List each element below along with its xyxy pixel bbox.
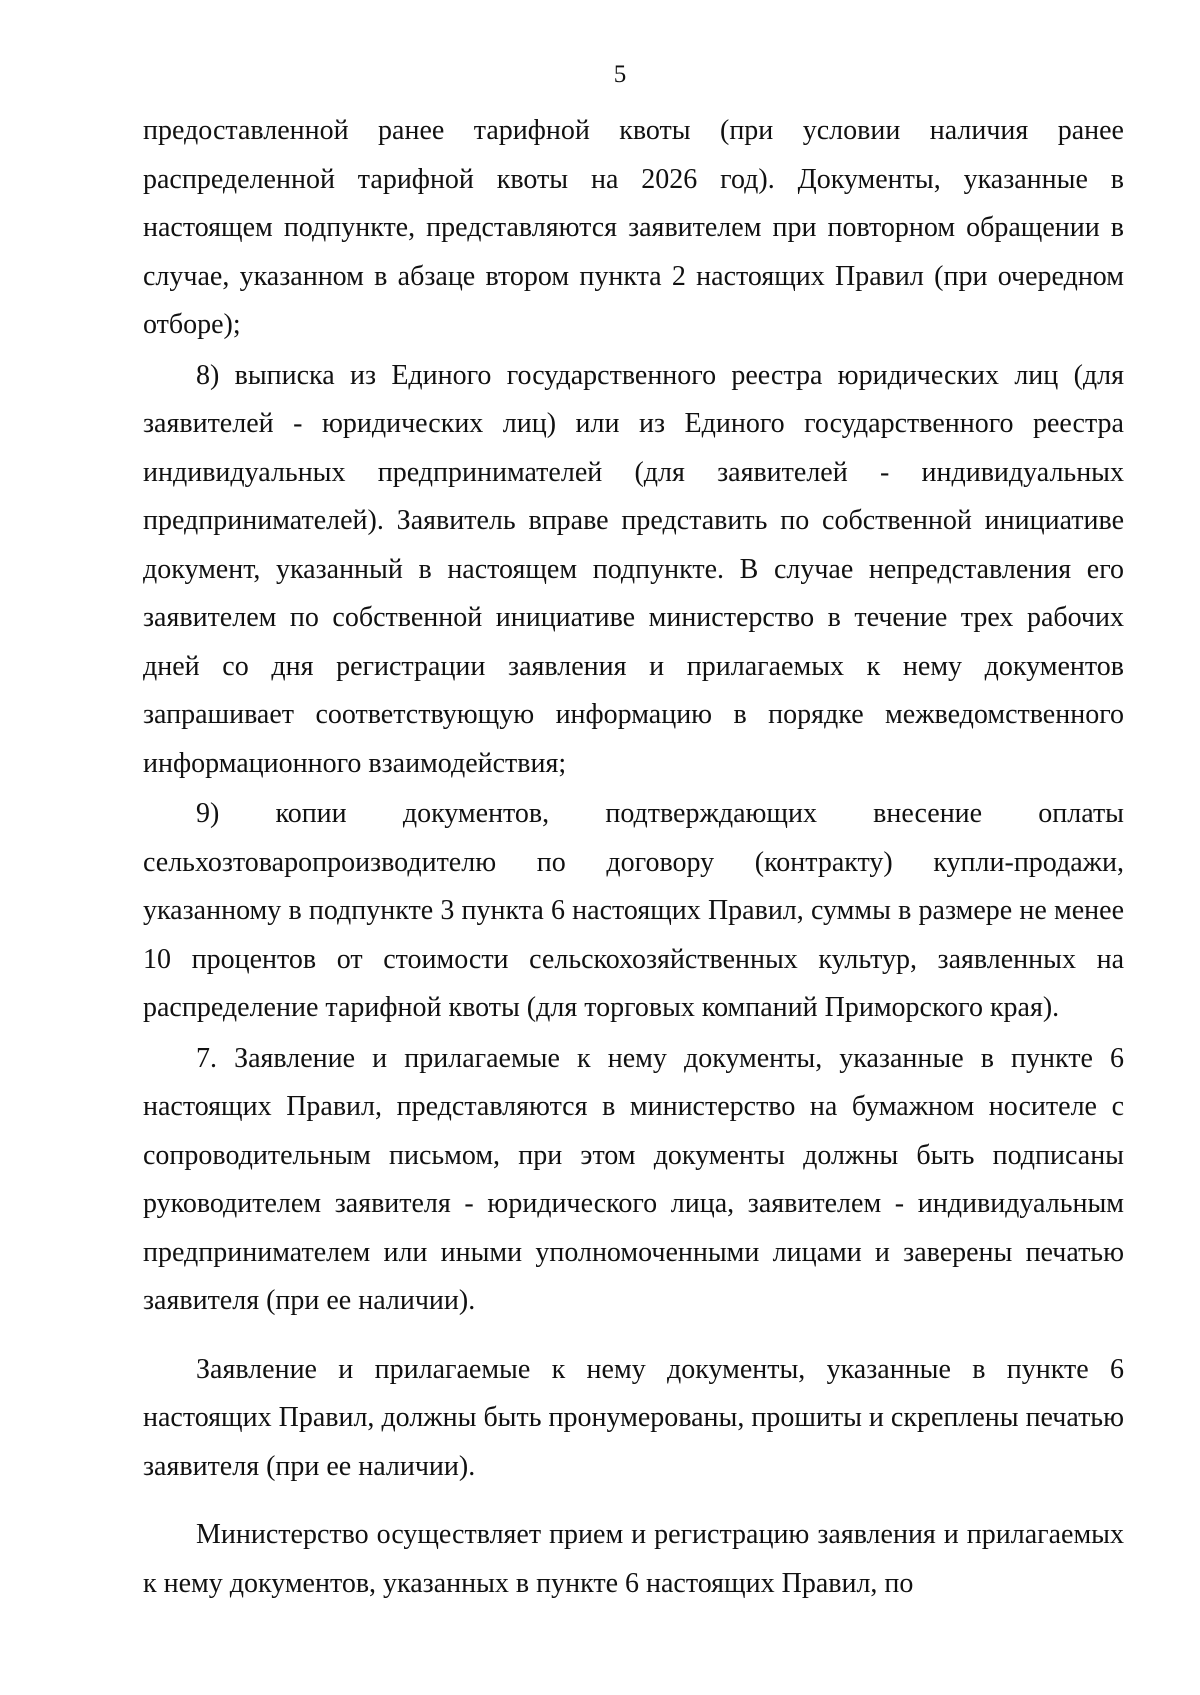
page-number: 5	[613, 61, 627, 88]
document-body	[143, 107, 1124, 1608]
paragraph-ministry-registration: Министерство осуществляет прием и регистрацию заявления и прилагаемых к нему документов, указанных в пункте 6 настоящих Правил, по	[143, 1519, 1124, 1599]
paragraph-point-7: 7. Заявление и прилагаемые к нему документы, указанные в пункте 6 настоящих Правил, представляются в министерство на бумажном носителе с сопроводительным письмом, при этом документы должны быть подписаны руководителем заявителя - юридического лица, заявителем - индивидуальным предпринимателем или иными уполномоченными лицами и заверены печатью заявителя (при ее наличии).	[143, 1042, 1124, 1316]
paragraph-numbering-requirement: Заявление и прилагаемые к нему документы, указанные в пункте 6 настоящих Правил, должны быть пронумерованы, прошиты и скреплены печатью заявителя (при ее наличии).	[143, 1353, 1124, 1482]
paragraph-item-9: 9) копии документов, подтверждающих внесение оплаты сельхозтоваропроизводителю по договору (контракту) купли-продажи, указанному в подпункте 3 пункта 6 настоящих Правил, суммы в размере не менее 10 процентов от стоимости сельскохозяйственных культур, заявленных на распределение тарифной квоты (для торговых компаний Приморского края).	[143, 798, 1124, 1023]
paragraph-continuation: предоставленной ранее тарифной квоты (при условии наличия ранее распределенной тарифной квоты на 2026 год). Документы, указанные в настоящем подпункте, представляются заявителем при повторном обращении в случае, указанном в абзаце втором пункта 2 настоящих Правил (при очередном отборе);	[143, 115, 1124, 340]
paragraph-item-8: 8) выписка из Единого государственного реестра юридических лиц (для заявителей - юридических лиц) или из Единого государственного реестра индивидуальных предпринимателей (для заявителей - индивидуальных предпринимателей). Заявитель вправе представить по собственной инициативе документ, указанный в настоящем подпункте. В случае непредставления его заявителем по собственной инициативе министерство в течение трех рабочих дней со дня регистрации заявления и прилагаемых к нему документов запрашивает соответствующую информацию в порядке межведомственного информационного взаимодействия;	[143, 359, 1124, 779]
